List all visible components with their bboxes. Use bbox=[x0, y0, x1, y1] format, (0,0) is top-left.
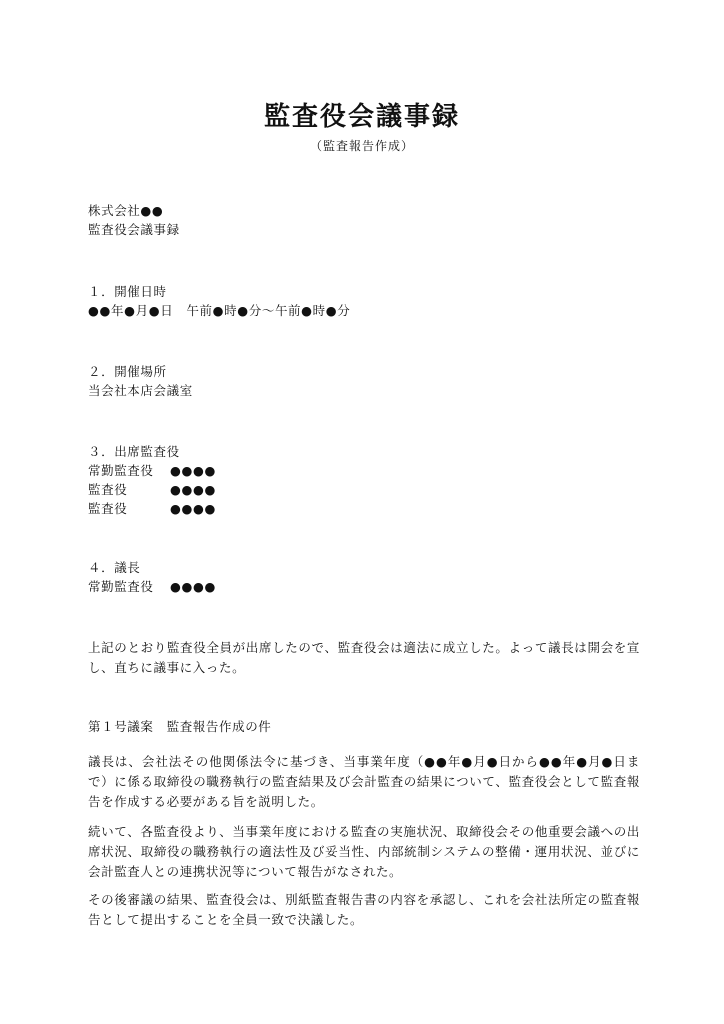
attendee-row bbox=[88, 499, 648, 518]
chair-role: 常勤監査役 bbox=[88, 579, 154, 594]
attendee-name: ●●●● bbox=[170, 501, 217, 516]
agenda-paragraph: その後審議の結果、監査役会は、別紙監査報告書の内容を承認し、これを会社法所定の監査報告として提出することを全員一致で決議した。 bbox=[88, 892, 640, 927]
document-label: 監査役会議事録 bbox=[88, 222, 180, 237]
section-heading: ２．開催場所 bbox=[88, 364, 167, 379]
attendee-name: ●●●● bbox=[170, 463, 217, 478]
agenda-paragraph: 議長は、会社法その他関係法令に基づき、当事業年度（●●年●月●日から●●年●月●日まで）に係る取締役の職務執行の監査結果及び会計監査の結果について、監査役会として監査報告を作成する必要がある旨を説明した。 bbox=[88, 754, 640, 809]
section-heading: ４．議長 bbox=[88, 560, 141, 575]
document-title: 監査役会議事録 bbox=[263, 102, 460, 132]
quorum-paragraph: 上記のとおり監査役全員が出席したので、監査役会は適法に成立した。よって議長は開会を宣し、直ちに議事に入った。 bbox=[88, 640, 640, 675]
agenda-paragraph: 続いて、各監査役より、当事業年度における監査の実施状況、取締役会その他重要会議への出席状況、取締役の職務執行の適法性及び妥当性、内部統制システムの整備・運用状況、並びに会計監査人との連携状況等について報告がなされた。 bbox=[88, 824, 640, 879]
chair-row bbox=[88, 577, 648, 596]
meeting-place-value: 当会社本店会議室 bbox=[88, 383, 193, 398]
attendee-role: 常勤監査役 bbox=[88, 463, 154, 478]
section-heading: ３．出席監査役 bbox=[88, 444, 180, 459]
attendee-role: 監査役 bbox=[88, 482, 128, 497]
section-chair bbox=[88, 558, 648, 596]
meeting-date-value: ●●年●月●日 午前●時●分〜午前●時●分 bbox=[88, 303, 351, 318]
attendee-row bbox=[88, 480, 648, 499]
document-subtitle: （監査報告作成） bbox=[309, 139, 414, 153]
company-block bbox=[88, 201, 648, 239]
chair-name: ●●●● bbox=[170, 579, 217, 594]
section-date bbox=[88, 282, 648, 320]
attendee-role: 監査役 bbox=[88, 501, 128, 516]
agenda-heading: 第１号議案 監査報告作成の件 bbox=[88, 719, 272, 734]
section-heading: １．開催日時 bbox=[88, 284, 167, 299]
attendee-row bbox=[88, 461, 648, 480]
section-place bbox=[88, 362, 648, 400]
section-attendees bbox=[88, 442, 648, 518]
attendee-name: ●●●● bbox=[170, 482, 217, 497]
company-name: 株式会社●● bbox=[88, 203, 164, 218]
